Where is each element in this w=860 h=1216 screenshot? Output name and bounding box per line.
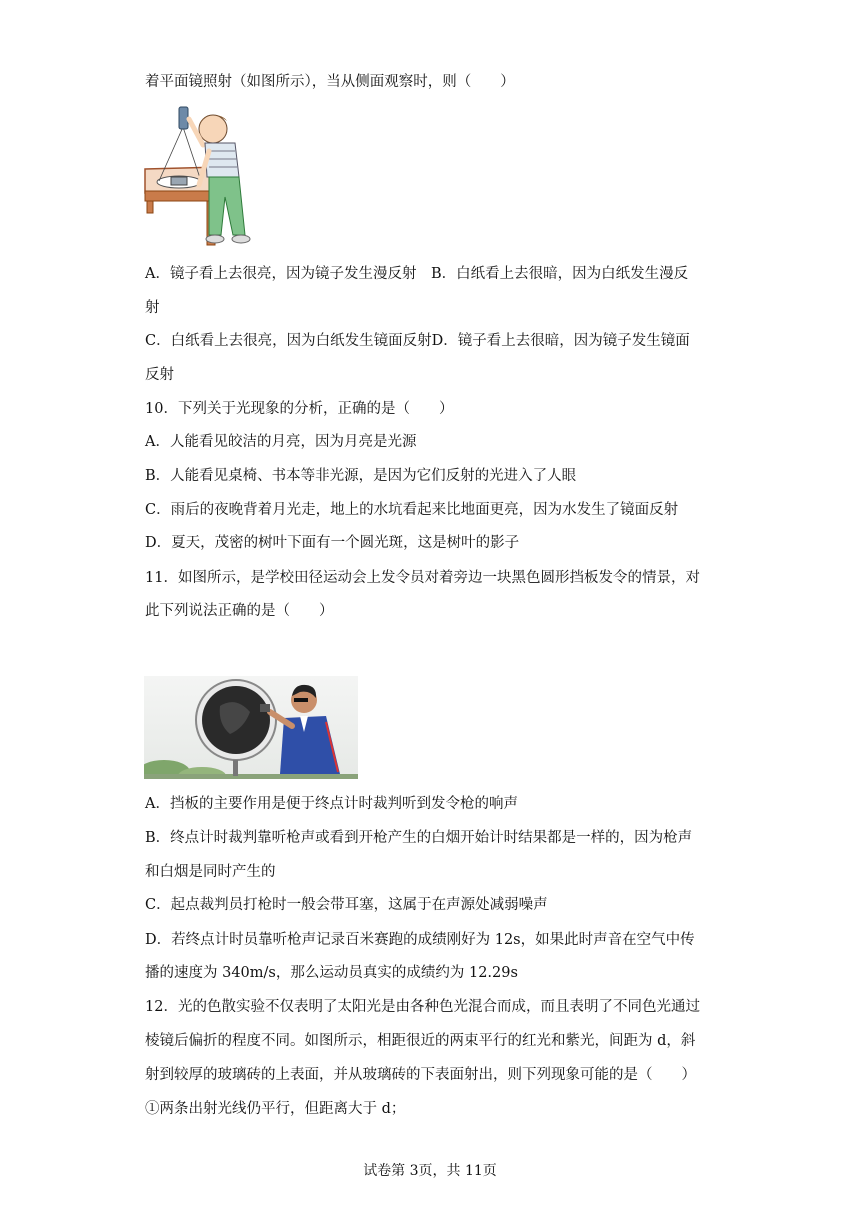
question-9-stem-tail: 着平面镜照射（如图所示），当从侧面观察时，则（ ） — [145, 74, 515, 90]
flashlight-mirror-figure — [143, 105, 263, 247]
question-12-stem-2: 棱镜后偏折的程度不同。如图所示，相距很近的两束平行的红光和紫光，间距为 d，斜 — [145, 1033, 696, 1049]
q11-option-c: C．起点裁判员打枪时一般会带耳塞，这属于在声源处减弱噪声 — [145, 897, 548, 913]
question-11-stem-cont: 此下列说法正确的是（ ） — [145, 603, 334, 619]
q9-option-d-cont: 反射 — [145, 367, 174, 383]
question-10-stem: 10．下列关于光现象的分析，正确的是（ ） — [145, 401, 454, 417]
question-12-stem-3: 射到较厚的玻璃砖的上表面，并从玻璃砖的下表面射出，则下列现象可能的是（ ） — [145, 1067, 696, 1083]
q11-option-d-cont: 播的速度为 340m/s，那么运动员真实的成绩约为 12.29s — [145, 965, 518, 981]
q10-option-c: C．雨后的夜晚背着月光走，地上的水坑看起来比地面更亮，因为水发生了镜面反射 — [145, 502, 679, 518]
q11-option-b-cont: 和白烟是同时产生的 — [145, 864, 276, 880]
q11-option-d: D．若终点计时员靠听枪声记录百米赛跑的成绩刚好为 12s，如果此时声音在空气中传 — [145, 932, 695, 948]
question-11-stem: 11．如图所示，是学校田径运动会上发令员对着旁边一块黑色圆形挡板发令的情景，对 — [145, 570, 700, 586]
q10-option-d: D．夏天，茂密的树叶下面有一个圆光斑，这是树叶的影子 — [145, 535, 520, 551]
q11-option-b: B．终点计时裁判靠听枪声或看到开枪产生的白烟开始计时结果都是一样的，因为枪声 — [145, 830, 693, 846]
q9-option-cd: C．白纸看上去很亮，因为白纸发生镜面反射D．镜子看上去很暗，因为镜子发生镜面 — [145, 333, 690, 349]
q10-option-a: A．人能看见皎洁的月亮，因为月亮是光源 — [145, 434, 417, 450]
q9-option-b-cont: 射 — [145, 300, 160, 316]
q11-option-a: A．挡板的主要作用是便于终点计时裁判听到发令枪的响声 — [145, 796, 518, 812]
page-footer: 试卷第 3页，共 11页 — [363, 1163, 497, 1179]
question-12-stem: 12．光的色散实验不仅表明了太阳光是由各种色光混合而成，而且表明了不同色光通过 — [145, 999, 700, 1015]
q12-statement-1: ①两条出射光线仍平行，但距离大于 d； — [145, 1101, 406, 1117]
q10-option-b: B．人能看见桌椅、书本等非光源，是因为它们反射的光进入了人眼 — [145, 468, 577, 484]
starter-photo-figure — [144, 676, 358, 779]
q9-option-ab: A．镜子看上去很亮，因为镜子发生漫反射 B．白纸看上去很暗，因为白纸发生漫反 — [145, 266, 689, 282]
